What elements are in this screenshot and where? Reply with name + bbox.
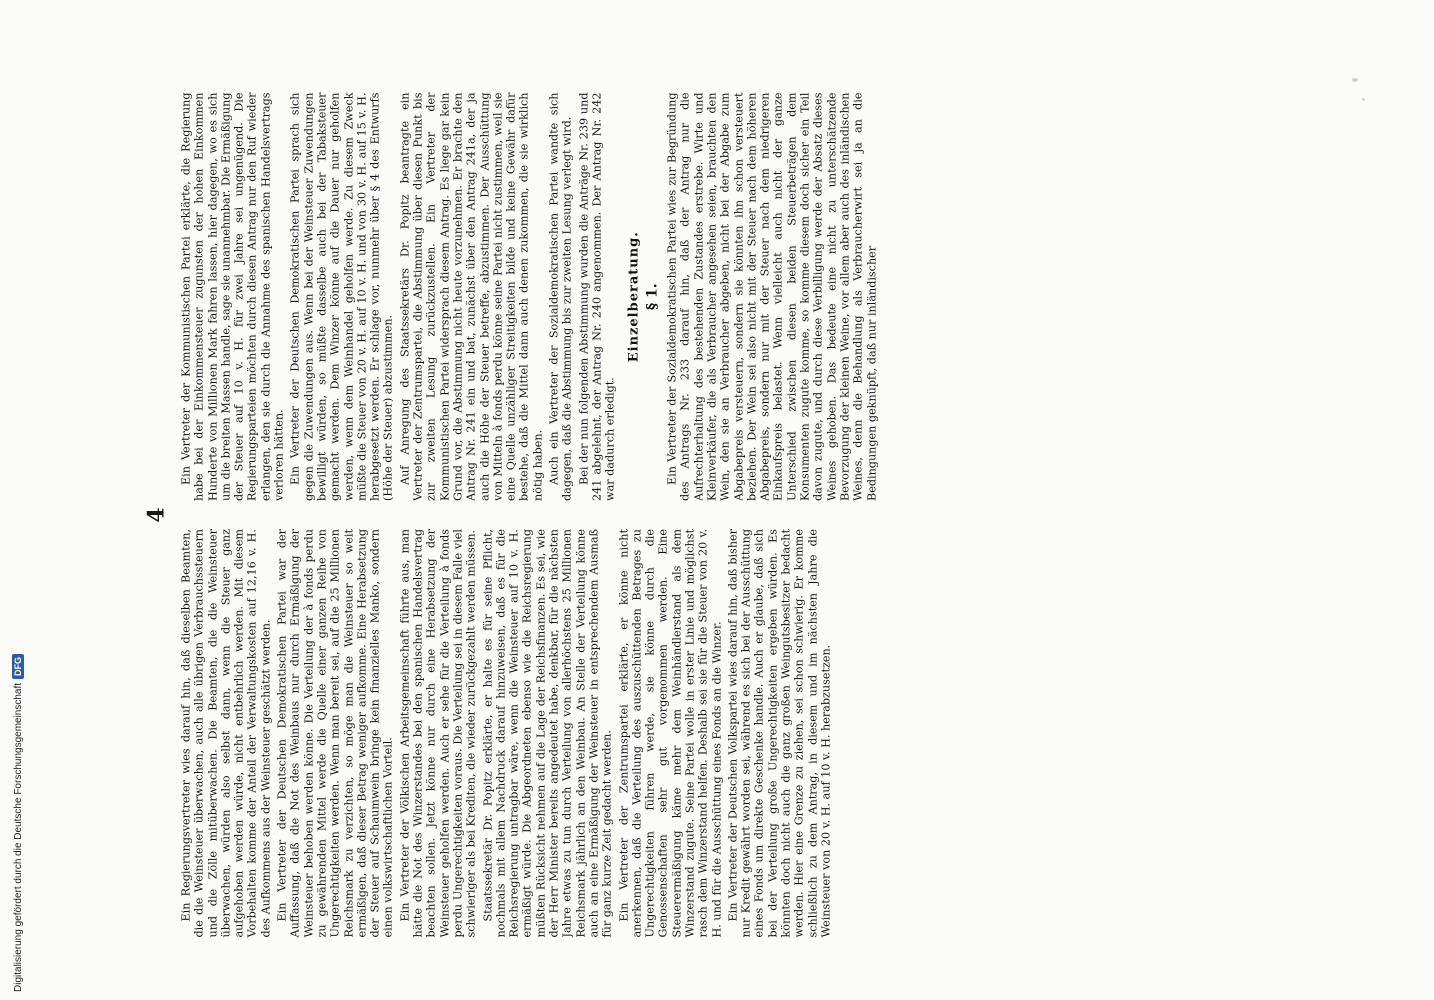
text-columns [180, 93, 1319, 938]
section-number: § 1. [644, 283, 661, 311]
paragraph: Staatssekretär Dr. Popitz erklärte, er halte es für seine Pflicht, nochmals mit allem Nachdruck darauf hinzuweisen, daß es für die Reichsregierung untragbar wäre, wenn die Weinsteuer auf 10 v. H. ermäßigt würde. Die Abgeordneten ebenso wie die Reichsregierung müßten Rücksicht nehmen auf die Lage der Reichsfinanzen. Es sei, wie der Herr Minister bereits angedeutet habe, denkbar, für die nächsten Jahre etwas zu tun durch Verteilung von allerhöchstens 25 Millionen Reichsmark jährlich an den Weinbau. An Stelle der Verteilung könne auch an eine Ermäßigung der Weinsteuer in entsprechendem Ausmaß für ganz kurze Zeit gedacht werden. [481, 529, 614, 938]
paragraph: Bei der nun folgenden Abstimmung wurden die Anträge Nr. 239 und 241 abgelehnt, der Antrag Nr. 240 angenommen. Der Antrag Nr. 242 war dadurch erledigt. [577, 92, 617, 501]
rotated-document-page [144, 93, 1319, 938]
column-left [180, 529, 1319, 938]
section-heading: Einzelberatung. [626, 231, 641, 363]
dfg-logo: DFG [12, 654, 24, 679]
paragraph: Ein Vertreter der Völkischen Arbeitsgemeinschaft führte aus, man hätte die Not des Winzerstandes bei den spanischen Handelsvertrag beachten sollen. Jetzt könne nur durch eine Herabsetzung der Weinsteuer geholfen werden. Auch er sehe für die Verteilung à fonds perdu Ungerechtigkeiten voraus. Die Verteilung sei in diesem Falle viel schwieriger als bei Krediten, die wieder zurückgezahlt werden müssen. [398, 529, 478, 938]
paragraph: Ein Vertreter der Sozialdemokratischen Partei wies zur Begründung des Antrags Nr. 233 darauf hin, daß der Antrag nur die Aufrechterhaltung des bestehenden Zustandes erstrebe. Wirte und Kleinverkäufer, die als Verbraucher angesehen seien, brauchten den Wein, den sie an Verbraucher abgeben, nicht bei der Abgabe zum Abgabepreis versteuern, sondern sie könnten ihn schon versteuert beziehen. Der Wein sei also nicht mit der Steuer nach dem höheren Abgabepreis, sondern nur mit der Steuer nach dem niedrigeren Einkaufspreis belastet. Wenn vielleicht auch nicht der ganze Unterschied zwischen diesen beiden Steuerbeträgen dem Konsumenten zugute komme, so komme diesem doch sicher ein Teil davon zugute, und durch diese Verbilligung werde der Absatz dieses Weines gehoben. Das bedeute eine nicht zu unterschätzende Bevorzugung der kleinen Weine, vor allem aber auch des inländischen Weines, denn die Behandlung als Verbraucherwirt sei ja an die Bedingungen geknüpft, daß nur inländischer [665, 92, 879, 501]
paragraph: Auch ein Vertreter der Sozialdemokratischen Partei wandte sich dagegen, daß die Abstimmung bis zur zweiten Lesung verlegt wird. [547, 92, 574, 501]
paragraph: Auf Anregung des Staatssekretärs Dr. Popitz beantragte ein Vertreter der Zentrumspartei, die Abstimmung über diesen Punkt bis zur zweiten Lesung zurückzustellen. Ein Vertreter der Kommunistischen Partei widersprach diesem Antrag. Es liege gar kein Grund vor, die Abstimmung nicht heute vorzunehmen. Er brachte den Antrag Nr. 241 ein und bat, zunächst über den Antrag 241a, der ja auch die Höhe der Steuer betreffe, abzustimmen. Der Ausschüttung von Mitteln à fonds perdu könne seine Partei nicht zustimmen, weil sie eine Quelle unzähliger Streitigkeiten bilde und keine Gewähr dafür bestehe, daß die Mittel dann auch denen zukommen, die sie wirklich nötig haben. [398, 92, 545, 501]
scan-speck [1352, 78, 1358, 82]
paragraph: Ein Vertreter der Deutschen Demokratischen Partei sprach sich gegen die Zuwendungen aus. Wenn bei der Weinsteuer Zuwendungen bewilligt würden, so müßte dasselbe auch bei der Tabaksteuer gemacht werden. Dem Winzer könne auf die Dauer nur geholfen werden, wenn dem Weinhandel geholfen werde. Zu diesem Zweck müßte die Steuer von 20 v. H. auf 10 v. H. und von 30 v. H. auf 15 v. H. herabgesetzt werden. Er schlage vor, nunmehr über § 4 des Entwurfs (Höhe der Steuer) abzustimmen. [288, 92, 395, 501]
paragraph: Ein Vertreter der Kommunistischen Partei erklärte, die Regierung habe bei der Einkommensteuer zugunsten der hohen Einkommen Hunderte von Millionen Mark fahren lassen, hier dagegen, wo es sich um die breiten Massen handle, sage sie unannehmbar. Die Ermäßigung der Steuer auf 10 v. H. für zwei Jahre sei ungenügend. Die Regierungsparteien möchten durch diesen Antrag nur den Ruf wieder erlangen, den sie durch die Annahme des spanischen Handelsvertrags verloren hätten. [179, 92, 286, 501]
paragraph: Ein Vertreter der Deutschen Demokratischen Partei war der Auffassung, daß die Not des Weinbaus nur durch Ermäßigung der Weinsteuer behoben werden könne. Die Verteilung der à fonds perdu zu gewährenden Mittel werde die Quelle einer ganzen Reihe von Ungerechtigkeiten werden. Wenn man bereit sei, auf die 25 Millionen Reichsmark zu verzichten, so möge man die Weinsteuer so weit ermäßigen, daß dieser Betrag weniger aufkomme. Eine Herabsetzung der Steuer auf Schaumwein bringe kein finanzielles Manko, sondern einen volkswirtschaftlichen Vorteil. [275, 529, 395, 938]
paragraph: Ein Vertreter der Deutschen Volkspartei wies darauf hin, daß bisher nur Kredit gewährt worden sei, während es sich bei der Ausschüttung eines Fonds um direkte Geschenke handle. Auch er glaube, daß sich bei der Verteilung große Ungerechtigkeiten ergeben würden. Es könnten doch nicht auch die ganz großen Weingutsbesitzer bedacht werden. Hier eine Grenze zu ziehen, sei schon schwierig. Er komme schließlich zu dem Antrag, in diesem und im nächsten Jahre die Weinsteuer von 20 v. H. auf 10 v. H. herabzusetzen. [726, 529, 833, 938]
paragraph: Ein Vertreter der Zentrumspartei erklärte, er könne nicht anerkennen, daß die Verteilung des auszuschüttenden Betrages zu Ungerechtigkeiten führen werde, sie könne durch die Genossenschaften sehr gut vorgenommen werden. Eine Steuerermäßigung käme mehr dem Weinhändlerstand als dem Winzerstand zugute. Seine Partei wolle in erster Linie und möglichst rasch dem Winzerstand helfen. Deshalb sei sie für die Steuer von 20 v. H. und für die Ausschüttung eines Fonds an die Winzer. [617, 529, 724, 938]
column-right [180, 93, 1319, 502]
page-number: 4 [143, 507, 170, 523]
credit-text: Digitalisierung gefördert durch die Deutsche Forschungsgemeinschaft [12, 682, 24, 992]
paragraph: Ein Regierungsvertreter wies darauf hin, daß dieselben Beamten, die die Weinsteuer überwachen, auch alle übrigen Verbrauchssteuern und die Zölle mitüberwachen. Die Beamten, die die Weinsteuer überwachen, würden also selbst dann, wenn die Steuer ganz aufgehoben werden würde, nicht entbehrlich werden. Mit diesem Vorbehalten komme der Anteil der Verwaltungskosten auf 12,16 v. H. des Aufkommens aus der Weinsteuer geschätzt werden. [179, 529, 273, 938]
scan-speck [1362, 98, 1365, 101]
digitization-credit [12, 654, 24, 992]
